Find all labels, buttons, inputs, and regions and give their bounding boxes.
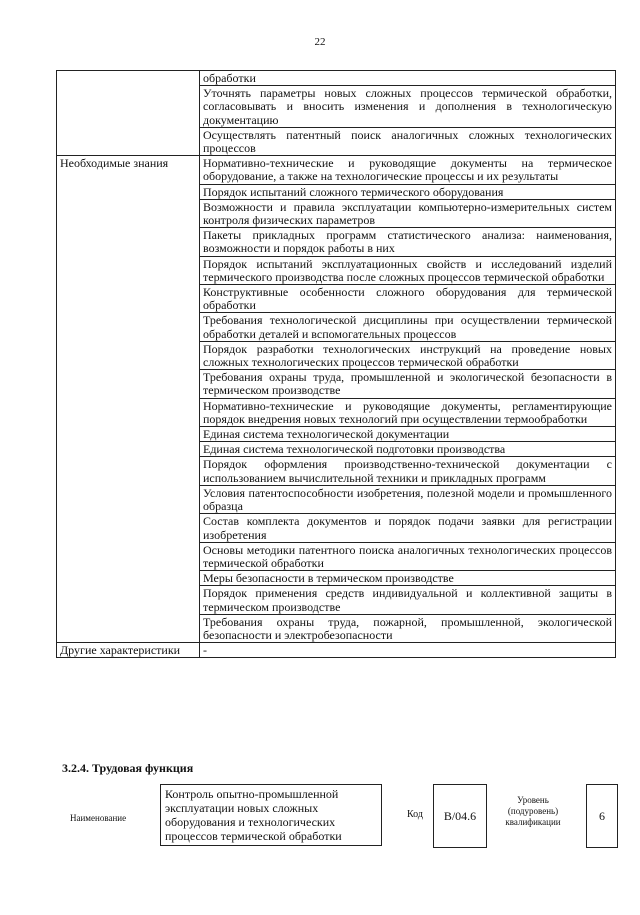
row-label (57, 542, 200, 570)
table-row (57, 586, 616, 614)
row-label (57, 256, 200, 284)
row-text: Конструктивные особенности сложного оборудования для термической обработки (200, 285, 616, 313)
table-row (57, 427, 616, 442)
row-text: Требования охраны труда, промышленной и экологической безопасности в термическом производстве (200, 370, 616, 398)
row-text: Порядок испытаний сложного термического оборудования (200, 184, 616, 199)
row-label (57, 184, 200, 199)
row-label (57, 228, 200, 256)
row-text: - (200, 643, 616, 658)
table-row (57, 485, 616, 513)
row-text: Требования охраны труда, пожарной, промышленной, экологической безопасности и электробезопасности (200, 614, 616, 642)
row-label (57, 313, 200, 341)
row-text: Пакеты прикладных программ статистического анализа: наименования, возможности и порядок работы в них (200, 228, 616, 256)
row-text: Порядок оформления производственно-технической документации с использованием вычислительной техники и прикладных программ (200, 457, 616, 485)
table-row (57, 457, 616, 485)
competency-table (56, 70, 616, 658)
table-row (57, 71, 616, 86)
function-code-value: B/04.6 (433, 784, 487, 848)
table-row (57, 127, 616, 155)
row-text: Требования технологической дисциплины при осуществлении термической обработки деталей и вспомогательных процессов (200, 313, 616, 341)
qualification-level-label: Уровень (подуровень) квалификации (505, 795, 561, 827)
function-code-label: Код (407, 809, 423, 820)
function-name-value: Контроль опытно-промышленной эксплуатации новых сложных оборудования и технологических процессов термической обработки (160, 784, 382, 846)
table-row (57, 514, 616, 542)
table-row (57, 313, 616, 341)
row-label (57, 285, 200, 313)
qualification-level-value: 6 (586, 784, 618, 848)
row-text: Возможности и правила эксплуатации компьютерно-измерительных систем контроля физических параметров (200, 199, 616, 227)
row-label (57, 427, 200, 442)
table-row (57, 156, 616, 184)
row-label (57, 370, 200, 398)
table-row (57, 542, 616, 570)
row-label (57, 457, 200, 485)
row-text: Порядок применения средств индивидуальной и коллективной защиты в термическом производстве (200, 586, 616, 614)
row-label: Необходимые знания (57, 156, 200, 184)
page-number: 22 (314, 36, 326, 48)
row-text: Уточнять параметры новых сложных процессов термической обработки, согласовывать и вносить изменения и дополнения в технологическую документацию (200, 86, 616, 128)
table-row (57, 285, 616, 313)
row-label: Другие характеристики (57, 643, 200, 658)
row-label (57, 398, 200, 426)
row-text: Осуществлять патентный поиск аналогичных сложных технологических процессов (200, 127, 616, 155)
row-label (57, 86, 200, 128)
table-row (57, 571, 616, 586)
section-title: 3.2.4. Трудовая функция (62, 761, 194, 775)
table-row (57, 614, 616, 642)
row-text: Единая система технологической документации (200, 427, 616, 442)
table-row (57, 256, 616, 284)
row-text: Порядок испытаний эксплуатационных свойств и исследований изделий термического производства после сложных процессов термической обработки (200, 256, 616, 284)
row-label (57, 199, 200, 227)
row-text: обработки (200, 71, 616, 86)
table-row (57, 86, 616, 128)
table-row (57, 643, 616, 658)
row-text: Меры безопасности в термическом производстве (200, 571, 616, 586)
row-text: Состав комплекта документов и порядок подачи заявки для регистрации изобретения (200, 514, 616, 542)
function-name-label: Наименование (70, 813, 127, 823)
table-row (57, 370, 616, 398)
table-row (57, 184, 616, 199)
row-label (57, 71, 200, 86)
row-text: Нормативно-технические и руководящие документы, регламентирующие порядок внедрения новых технологий при осуществлении термообработки (200, 398, 616, 426)
table-row (57, 228, 616, 256)
row-label (57, 586, 200, 614)
row-text: Нормативно-технические и руководящие документы на термическое оборудование, а также на технологические процессы и их результаты (200, 156, 616, 184)
row-text: Основы методики патентного поиска аналогичных технологических процессов термической обработки (200, 542, 616, 570)
table-row (57, 398, 616, 426)
row-label (57, 614, 200, 642)
row-label (57, 127, 200, 155)
row-label (57, 571, 200, 586)
row-label (57, 442, 200, 457)
row-label (57, 341, 200, 369)
row-text: Единая система технологической подготовки производства (200, 442, 616, 457)
table-row (57, 442, 616, 457)
table-row (57, 341, 616, 369)
table-row (57, 199, 616, 227)
row-text: Условия патентоспособности изобретения, полезной модели и промышленного образца (200, 485, 616, 513)
row-label (57, 485, 200, 513)
row-text: Порядок разработки технологических инструкций на проведение новых сложных технологических процессов термической обработки (200, 341, 616, 369)
row-label (57, 514, 200, 542)
